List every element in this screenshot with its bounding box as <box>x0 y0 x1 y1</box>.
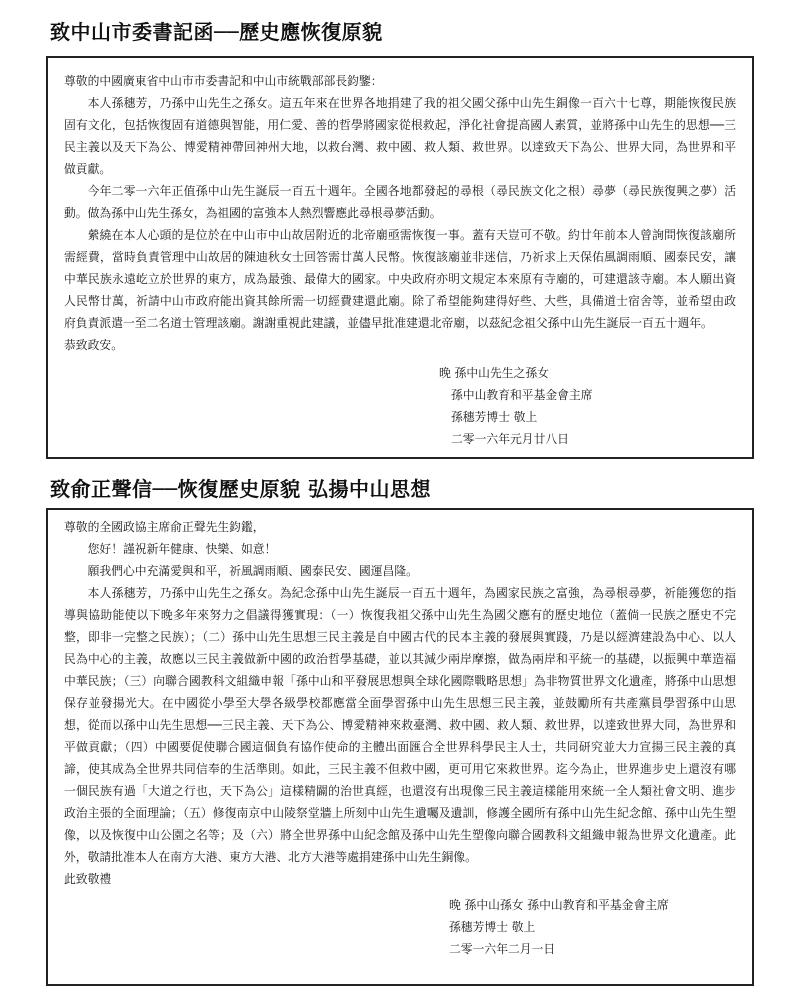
letter2-signature <box>449 894 736 960</box>
letter2-closing: 此致敬禮 <box>64 872 112 886</box>
signature-line: 孫穗芳博士 敬上 <box>449 920 536 934</box>
letter2-paragraph-3: 本人孫穗芳，乃孫中山先生之孫女。為紀念孫中山先生誕辰一百五十週年，為國家民族之富強，為尋根尋夢，祈能獲您的指導與協助能使以下晚多年來努力之倡議得獲實現：（一）恢復我祖父孫中山先生為國父應有的歷史地位（蓋倘一民族之歷史不完整，即非一完整之民族）；（二）孫中山先生思想三民主義是自中國古代的民本主義的發展與實踐，乃是以經濟建設為中心、以人民為中心的主義，故應以三民主義做新中國的政治哲學基礎，並以其減少兩岸摩擦，做為兩岸和平統一的基礎，以振興中華造福中華民族；（三）向聯合國教科文組織申報「孫中山和平發展思想與全球化國際戰略思想」為非物質世界文化遺產，將孫中山思想保存並發揚光大。在中國從小學至大學各級學校都應當全面學習孫中山先生思想三民主義，並鼓勵所有共產黨員學習孫中山思想，從而以孫中山先生思想──三民主義、天下為公、博愛精神來救臺灣、救中國、救人類、救世界，以達致世界大同，為世界和平做貢獻；（四）中國要促使聯合國這個負有協作使命的主體出面匯合全世界科學民主人士，共同研究並大力宣揚三民主義的真諦，使其成為全世界共同信奉的生活準則。如此，三民主義不但救中國，更可用它來救世界。迄今為止，世界進步史上還沒有哪一個民族有過「大道之行也，天下為公」這樣精闢的治世真經，也還沒有出現像三民主義這樣能用來統一全人類社會文明、進步政治主張的全面理論；（五）修復南京中山陵祭堂牆上所刻中山先生遺囑及遺訓，修護全國所有孫中山先生紀念館、孫中山先生塑像，以及恢復中山公園之名等；及（六）將全世界孫中山紀念館及孫中山先生塑像向聯合國教科文組織申報為世界文化遺產。此外，敬請批准本人在南方大港、東方大港、北方大港等處捐建孫中山先生銅像。 <box>64 586 736 864</box>
letter1-signature <box>439 362 736 450</box>
letter1-closing: 恭致政安。 <box>64 338 123 352</box>
letter2-paragraph-2: 願我們心中充滿愛與和平，祈風調雨順、國泰民安、國運昌隆。 <box>87 564 418 578</box>
signature-line: 晚 孫中山孫女 孫中山教育和平基金會主席 <box>449 898 669 912</box>
letter2-box <box>46 508 754 986</box>
signature-line: 晚 孫中山先生之孫女 <box>439 366 549 380</box>
signature-line: 二零一六年元月廿八日 <box>451 432 569 446</box>
signature-line: 二零一六年二月一日 <box>449 942 556 956</box>
letter2-salutation: 尊敬的全國政協主席俞正聲先生鈞鑑， <box>64 520 265 534</box>
letter1-box <box>46 56 754 459</box>
letter2-paragraph-1: 您好！謹祝新年健康、快樂、如意！ <box>87 542 277 556</box>
letter1-paragraph-1: 本人孫穗芳，乃孫中山先生之孫女。這五年來在世界各地捐建了我的祖父國父孫中山先生銅像一百六十七尊，期能恢復民族固有文化，包括恢復固有道德與智能，用仁愛、善的哲學將國家從根救起，淨化社會提高國人素質，並將孫中山先生的思想──三民主義以及天下為公、博愛精神帶回神州大地，以救台灣、救中國、救人類、救世界。以達致天下為公、世界大同，為世界和平做貢獻。 <box>64 96 736 176</box>
letter1-paragraph-3: 縈繞在本人心頭的是位於在中山市中山故居附近的北帝廟亟需恢復一事。蓋有天豈可不敬。約廿年前本人曾詢問恢復該廟所需經費，當時負責管理中山故居的陳迪秋女士回答需廿萬人民幣。恢復該廟並非迷信，乃祈求上天保佑風調雨順、國泰民安，讓中華民族永遠屹立於世界的東方，成為最強、最偉大的國家。中央政府亦明文規定本來原有寺廟的，可建還該寺廟。本人願出資人民幣廿萬，祈請中山市政府能出資其餘所需一切經費建還此廟。除了希望能夠建得好些、大些，具備道士宿舍等，並希望由政府負責派遣一至二名道士管理該廟。謝謝重視此建議，並儘早批准建還北帝廟，以茲紀念祖父孫中山先生誕辰一百五十週年。 <box>64 228 736 330</box>
signature-line: 孫中山教育和平基金會主席 <box>451 388 593 402</box>
letter2-title: 致俞正聲信──恢復歷史原貌 弘揚中山思想 <box>50 477 432 501</box>
signature-line: 孫穗芳博士 敬上 <box>451 410 538 424</box>
letter1-title: 致中山市委書記函──歷史應恢復原貌 <box>50 20 383 44</box>
letter1-salutation: 尊敬的中國廣東省中山市市委書記和中山市統戰部部長鈞鑒： <box>64 74 383 88</box>
letter1-paragraph-2: 今年二零一六年正值孫中山先生誕辰一百五十週年。全國各地都發起的尋根（尋民族文化之根）尋夢（尋民族復興之夢）活動。做為孫中山先生孫女，為祖國的富強本人熱烈響應此尋根尋夢活動。 <box>64 184 736 220</box>
